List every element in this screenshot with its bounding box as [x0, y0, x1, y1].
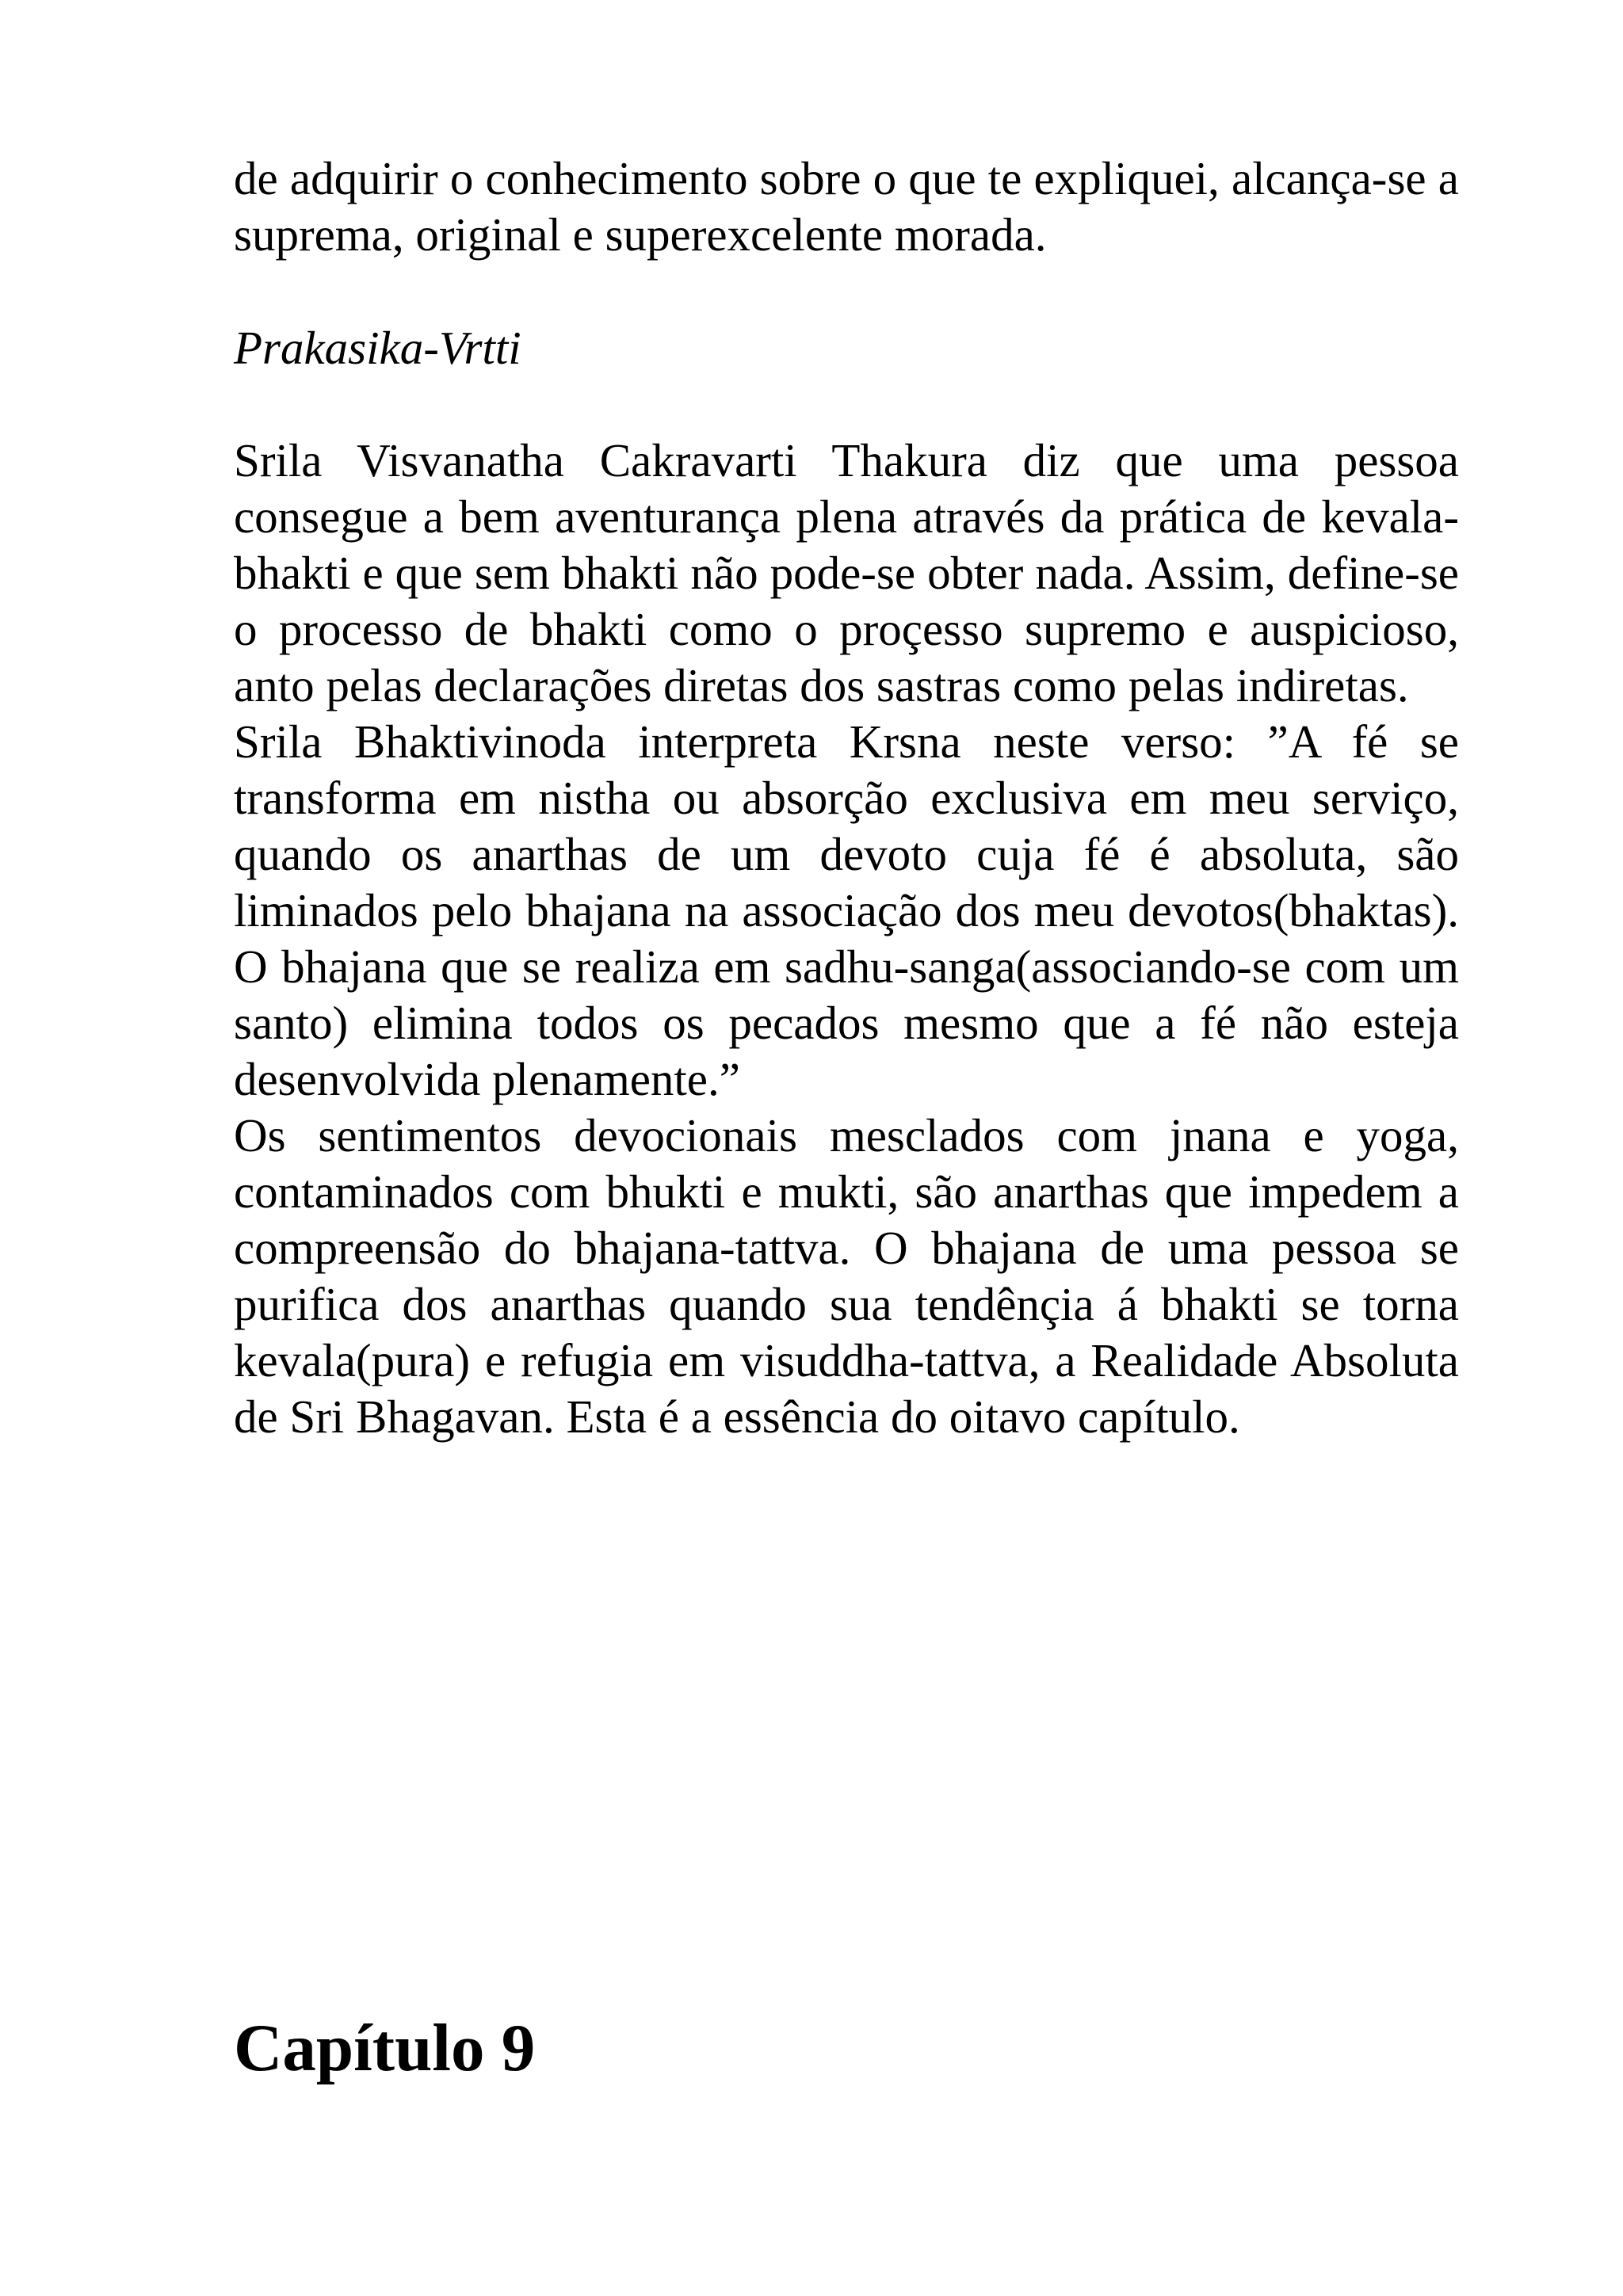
- section-title: [234, 320, 1459, 376]
- paragraph-3: Os sentimentos devocionais mesclados com jnana e yoga, contaminados com bhukti e mukti, são anarthas que impedem a compreensão do bhajana-tattva. O bhajana de uma pessoa se purifica dos anarthas quando sua tendênçia á bhakti se torna kevala(pura) e refugia em visuddha-tattva, a Realidade Absoluta de Sri Bhagavan. Esta é a essência do oitavo capítulo.: [234, 1109, 1459, 1443]
- intro-paragraph: [234, 151, 1459, 263]
- paragraph-1: Srila Visvanatha Cakravarti Thakura diz que uma pessoa consegue a bem aventurança plena através da prática de kevala-bhakti e que sem bhakti não pode-se obter nada. Assim, define-se o processo de bhakti como o proçesso supremo e auspicioso, anto pelas declarações diretas dos sastras como pelas indiretas.: [234, 434, 1459, 711]
- chapter-heading: Capítulo 9: [234, 2011, 536, 2085]
- commentary-body: [234, 433, 1459, 1445]
- intro-text: de adquirir o conhecimento sobre o que te expliquei, alcança-se a suprema, original e superexcelente morada.: [234, 152, 1459, 261]
- paragraph-2: Srila Bhaktivinoda interpreta Krsna neste verso: ”A fé se transforma em nistha ou absorção exclusiva em meu serviço, quando os anarthas de um devoto cuja fé é absoluta, são liminados pelo bhajana na associação dos meu devotos(bhaktas). O bhajana que se realiza em sadhu-sanga(associando-se com um santo) elimina todos os pecados mesmo que a fé não esteja desenvolvida plenamente.”: [234, 715, 1459, 1105]
- section-title-text: Prakasika-Vrtti: [234, 322, 521, 374]
